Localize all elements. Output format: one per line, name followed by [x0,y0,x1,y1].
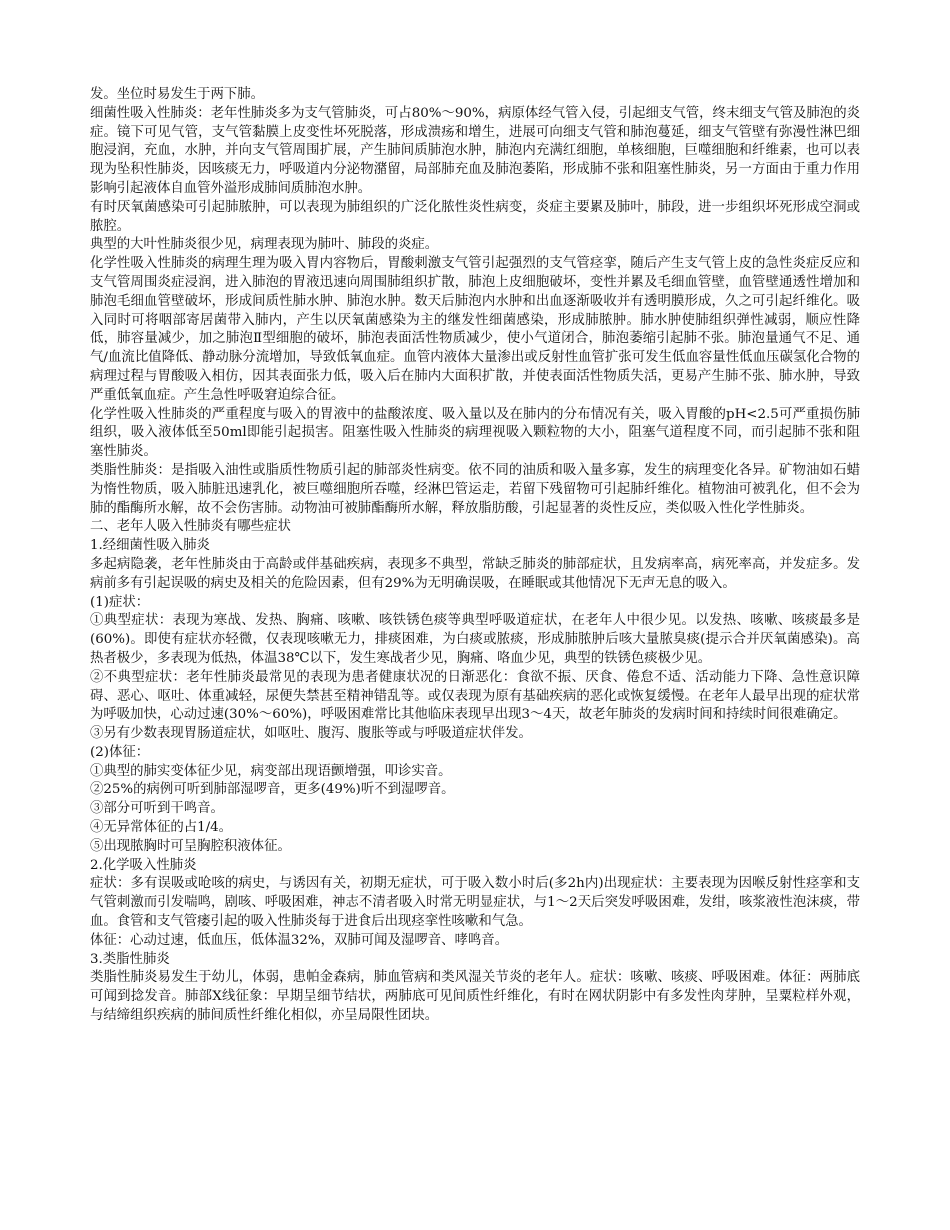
list-item: ②25%的病例可听到肺部湿啰音，更多(49%)听不到湿啰音。 [90,782,455,798]
list-item: ①典型的肺实变体征少见，病变部出现语颤增强，叩诊实音。 [90,763,452,779]
paragraph: 症状：多有误吸或呛咳的病史，与诱因有关，初期无症状，可于吸入数小时后(多2h内)出现症状：主要表现为因喉反射性痉挛和支气管刺激而引发喘鸣，剧咳、呼吸困难，神志不清者吸入时常无明显症状，与1～2天后突发呼吸困难，发绀，咳浆液性泡沫痰，带血。食管和支气管瘘引起的吸入性肺炎每于进食后出现痉挛性咳嗽和气急。 [90,876,860,930]
paragraph: 类脂性肺炎易发生于幼儿，体弱，患帕金森病，肺血管病和类风湿关节炎的老年人。症状：咳嗽、咳痰、呼吸困难。体征：两肺底可闻到捻发音。肺部X线征象：早期呈细节结状，两肺底可见间质性纤维化，有时在网状阴影中有多发性肉芽肿，呈粟粒样外观，与结缔组织疾病的肺间质性纤维化相似，亦呈局限性团块。 [90,970,860,1024]
subsection-heading: 1.经细菌性吸入肺炎 [90,538,210,554]
paragraph: 有时厌氧菌感染可引起肺脓肿，可以表现为肺组织的广泛化脓性炎性病变，炎症主要累及肺叶，肺段，进一步组织坏死形成空洞或脓腔。 [90,199,860,234]
subheading: (1)症状： [90,594,150,610]
paragraph: 多起病隐袭，老年性肺炎由于高龄或伴基础疾病，表现多不典型，常缺乏肺炎的肺部症状，且发病率高，病死率高，并发症多。发病前多有引起误吸的病史及相关的危险因素，但有29%为无明确误吸，在睡眠或其他情况下无声无息的吸入。 [90,556,860,591]
document-body [90,86,860,1026]
paragraph: 化学性吸入性肺炎的病理生理为吸入胃内容物后，胃酸刺激支气管引起强烈的支气管痉挛，随后产生支气管上皮的急性炎症反应和支气管周围炎症浸润，进入肺泡的胃液迅速向周围肺组织扩散，肺泡上皮细胞破坏，变性并累及毛细血管壁，血管壁通透性增加和肺泡毛细血管壁破坏，形成间质性肺水肿、肺泡水肿。数天后肺泡内水肿和出血逐渐吸收并有透明膜形成，久之可引起纤维化。吸入同时可将咽部寄居菌带入肺内，产生以厌氧菌感染为主的继发性细菌感染，形成肺脓肿。肺水肿使肺组织弹性减弱，顺应性降低，肺容量减少，加之肺泡Ⅱ型细胞的破坏，肺泡表面活性物质减少，使小气道闭合，肺泡萎缩引起肺不张。肺泡量通气不足、通气/血流比值降低、静动脉分流增加，导致低氧血症。血管内液体大量渗出或反射性血管扩张可发生低血容量性低血压碳氢化合物的病理过程与胃酸吸入相仿，因其表面张力低，吸入后在肺内大面积扩散，并使表面活性物质失活，更易产生肺不张、肺水肿，导致严重低氧血症。产生急性呼吸窘迫综合征。 [90,256,860,403]
paragraph: 化学性吸入性肺炎的严重程度与吸入的胃液中的盐酸浓度、吸入量以及在肺内的分布情况有关，吸入胃酸的pH<2.5可严重损伤肺组织，吸入液体低至50ml即能引起损害。阻塞性吸入性肺炎的病理视吸入颗粒物的大小，阻塞气道程度不同，而引起肺不张和阻塞性肺炎。 [90,406,860,460]
paragraph: 典型的大叶性肺炎很少见，病理表现为肺叶、肺段的炎症。 [90,237,439,253]
paragraph: 发。坐位时易发生于两下肺。 [90,87,265,102]
list-item: ⑤出现脓胸时可呈胸腔积液体征。 [90,838,291,854]
list-item: ④无异常体征的占1/4。 [90,820,233,836]
paragraph: ②不典型症状：老年性肺炎最常见的表现为患者健康状况的日渐恶化：食欲不振、厌食、倦怠不适、活动能力下降、急性意识障碍、恶心、呕吐、体重减轻，尿便失禁甚至精神错乱等。或仅表现为原有基础疾病的恶化或恢复缓慢。在老年人最早出现的症状常为呼吸加快，心动过速(30%～60%)，呼吸困难常比其他临床表现早出现3～4天，故老年肺炎的发病时间和持续时间很难确定。 [90,669,860,723]
paragraph: ③另有少数表现胃肠道症状，如呕吐、腹泻、腹胀等或与呼吸道症状伴发。 [90,726,532,742]
section-heading: 二、老年人吸入性肺炎有哪些症状 [90,519,291,535]
subsection-heading: 3.类脂性肺炎 [90,951,170,967]
subsection-heading: 2.化学吸入性肺炎 [90,857,197,873]
paragraph: 细菌性吸入性肺炎：老年性肺炎多为支气管肺炎，可占80%～90%，病原体经气管入侵，引起细支气管，终末细支气管及肺泡的炎症。镜下可见气管，支气管黏膜上皮变性坏死脱落，形成溃疡和增生，进展可向细支气管和肺泡蔓延，细支气管壁有弥漫性淋巴细胞浸润，充血，水肿，并向支气管周围扩展，产生肺间质肺泡水肿，肺泡内充满红细胞，单核细胞，巨噬细胞和纤维素，也可以表现为坠积性肺炎，因咳痰无力，呼吸道内分泌物潴留，局部肺充血及肺泡萎陷，形成肺不张和阻塞性肺炎，另一方面由于重力作用影响引起液体自血管外溢形成肺间质肺泡水肿。 [90,105,860,196]
paragraph: ①典型症状：表现为寒战、发热、胸痛、咳嗽、咳铁锈色痰等典型呼吸道症状，在老年人中很少见。以发热、咳嗽、咳痰最多是(60%)。即使有症状亦轻微，仅表现咳嗽无力，排痰困难，为白痰或脓痰，形成肺脓肿后咳大量脓臭痰(提示合并厌氧菌感染)。高热者极少，多表现为低热，体温38℃以下，发生寒战者少见，胸痛、咯血少见，典型的铁锈色痰极少见。 [90,613,860,666]
paragraph: 体征：心动过速，低血压，低体温32%，双肺可闻及湿啰音、哮鸣音。 [90,932,509,948]
list-item: ③部分可听到干鸣音。 [90,801,224,817]
subheading: (2)体征： [90,744,150,760]
paragraph: 类脂性肺炎：是指吸入油性或脂质性物质引起的肺部炎性病变。依不同的油质和吸入量多寡，发生的病理变化各异。矿物油如石蜡为惰性物质，吸入肺脏迅速乳化，被巨噬细胞所吞噬，经淋巴管运走，若留下残留物可引起肺纤维化。植物油可被乳化，但不会为肺的酯酶所水解，故不会伤害肺。动物油可被肺酯酶所水解，释放脂肪酸，引起显著的炎性反应，类似吸入性化学性肺炎。 [90,462,860,516]
